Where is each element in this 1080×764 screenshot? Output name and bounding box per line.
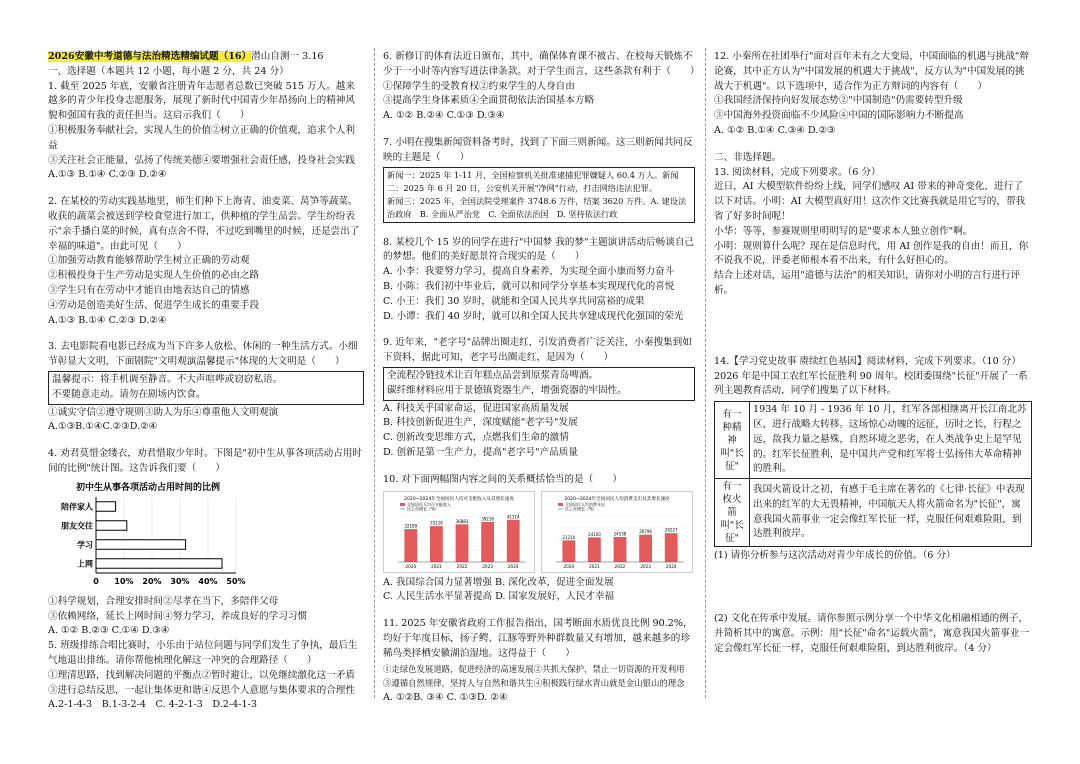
bar (456, 524, 469, 562)
consumption-chart (541, 491, 693, 573)
question-6: 6. 新修订的体育法近日颁布，其中，确保体育课不被占、在校每天锻炼不少于一小时等内容写进法律条款。对于学生而言，这些条款有利于（ ） ①保障学生的受教育权②约束学生的人身自由 ③提高学生身体素质④全面贯彻依法治国基本方略 A. ①② B.②④ C.①③ D.③④ (383, 51, 700, 122)
data-label: 21210 (562, 534, 576, 540)
data-label: 24538 (613, 530, 627, 536)
bar (481, 521, 494, 561)
bar (588, 537, 601, 562)
tick-label: 2021 (431, 563, 442, 569)
data-label: 28227 (664, 527, 678, 533)
data-label: 39218 (481, 515, 494, 521)
activity-time-chart (48, 479, 248, 591)
section-heading: 一、选择题（本题共 12 小题，每小题 2 分，共 24 分） (48, 65, 289, 77)
question-11: 11. 2025 年安徽省政府工作报告指出，国考断面水质优良比例 90.2%，均好于年度目标，扬子鳄、江豚等野外种群数量又有增加，越来越多的珍稀鸟类择栖安徽湖泊湿地。这得益于（ ） ①走绿色发展道路，促进经济的高速发展②共抓大保护，禁止一切资源的开发利用 ③遵循自然规律，坚持人与自然和谐共生④积极践行绿水青山就是金山银山的理念 A. ①②B. ③④ C. ①③D. ②④ (383, 618, 693, 704)
table-row: 有一种精神叫"长征" 1934 年 10 月 - 1936 年 10 月，红军各部相继离开长江南北苏区，进行战略大转移。这场惊心动魄的远征，历时之长，行程之远，敌我力量之悬殊，自然环境之恶劣，在人类战争史上是罕见的。红军长征胜利，是中国共产党和红军将士弘扬伟大革命精神的胜利。 (715, 402, 1032, 479)
bar (507, 519, 520, 561)
tick-label: 2020 (563, 563, 575, 569)
category-label: 朋友交往 (61, 521, 93, 531)
tick-label: 2023 (640, 563, 651, 569)
tick-label: 20% (142, 576, 162, 586)
question-2: 2. 在某校的劳动实践基地里，师生们种下上海青、油麦菜、莴笋等蔬菜。收获的蔬菜会被送到学校食堂进行加工，供种植的学生品尝。学生纷纷表示"亲手播白菜的时候，真有点舍不得，不过吃到嘴里的时候，还是尝出了幸福的味道"。由此可见（ ） ①加强劳动教育能够帮助学生树立正确的劳动观 ②积极投身于生产劳动是实现人生价值的必由之路 ③学生只有在劳动中才能自由地表达自己的情感 ④劳动是创造美好生活、促进学生成长的重要手段 A.①③ B.①④ C.②③ D.②④ (48, 196, 360, 326)
tick-label: 2022 (614, 563, 626, 569)
question-12: 12. 小秦所在社团举行"面对百年未有之大变局，中国面临的机遇与挑战"辩论赛，其中正方认为"中国发展的机遇大于挑战"，反方认为"中国发展的挑战大于机遇"。以下选项中，适合作为正方辩词的内容有（ ） ①我国经济保持向好发展态势②"中国制造"仍需要转型升级 ③中国海外投资面临不少风险④中国的国际影响力不断提高 A. ①② B.①④ C.③④ D.②③ (714, 51, 1029, 136)
question-9: 9. 近年来，"老字号"品牌出圈走红，引发消费者广泛关注，小秦搜集到如下资料，据此可知，老字号出圈走红，是因为（ ） 全流程冷链技术让百年糕点品尝到原浆青岛啤酒。 碳纤维材料应用于景德镇瓷器生产，增强瓷器的牢固性。 A. 科技关乎国家命运，促进国家高质量发展 B. 科技创新促进生产，深度赋能"老字号"发展 C. 创新改变思维方式，点燃我们生命的激情 D. 创新是第一生产力，提高"老字号"产品质量 (383, 336, 695, 460)
question-13: 13. 阅读材料，完成下列要求。（6 分） 近日，AI 大模型软件纷纷上线，同学们感叹 AI 带来的神奇变化，进行了以下对话。小明：AI 大模型真好用！这次作文比赛我就是用它写的，帮我省了好多时间呢！ 小华：等等，参赛规则里明明写的是"要求本人独立创作"啊。 小明：规则算什么呢？现在是信息时代，用 AI 创作是我的自由！而且，你不说我不说，评委老师根本看不出来，有什么好担心的。 结合上述对话，运用"道德与法治"的相关知识，请你对小明的言行进行评析。 (714, 166, 1029, 296)
legend-swatch (558, 503, 563, 506)
data-label: 41314 (506, 513, 520, 519)
tick-label: 0 (93, 576, 99, 586)
legend-label: 比上年增长（%） (565, 506, 597, 512)
reminder-box: 温馨提示：将手机调至静音。不大声喧哗或窃窃私语。 不要随意走动。请勿在剧场内饮食。 (48, 371, 364, 405)
section-heading: 二、非选择题。 (714, 151, 782, 163)
tick-label: 50% (226, 576, 246, 586)
question-5: 5. 班级排练合唱比赛时，小乐由于站位问题与同学们发生了争执，最后生气地退出排练。请你帮他梳理化解这一冲突的合理路径（ ） ①理清思路，找到解决问题的平衡点②暂时避让，以免继续激化这一矛盾 ③进行总结反思，一起让集体更和谐④反思个人意愿与集体要求的合理性 A.2-1-4-3 B.1-3-2-4 C. 4-2-1-3 D.2-4-1-3 (48, 640, 358, 711)
column-2 (383, 50, 700, 706)
question-3: 3. 去电影院看电影已经成为当下许多人放松、休闲的一种生活方式。小细节彰显大文明，下面剧院"文明观演温馨提示"体现的大文明是（ ） 温馨提示：将手机调至静音。不大声喧哗或窃窃私语。 不要随意走动。请勿在剧场内饮食。 ①诚实守信②遵守规则③助人为乐④尊重他人文明观演 A.①③B.①④C.②③D.②④ (48, 340, 364, 435)
data-label: 24100 (588, 531, 601, 537)
data-label: 35128 (430, 520, 443, 526)
news-box: 新闻一：2025 年 1-11 月，全国检察机关批准逮捕犯罪嫌疑人 60.4 万人。新闻二：2025 年 6 月 20 日，公安机关开展"净网"行动，打击网络违法犯罪。 新闻三：2025 年，全国法院受理案件 3748.6 万件，结案 3620 万件。A. 建设法治政府 B. 全面从严治党 C. 全面依法治国 D. 坚持依法行政 (383, 167, 695, 223)
data-label: 26796 (639, 528, 652, 534)
bar (404, 529, 417, 562)
bar (96, 539, 186, 549)
tick-label: 40% (198, 576, 218, 586)
table-row: 有一枚火箭叫"长征" 我国火箭设计之初，有感于毛主席在著名的《七律·长征》中表现出来的红军的大无畏精神，中国航天人将火箭命名为"长征"，寓意我国火箭事业一定会像红军长征一样，克服任何艰难险阻，到达胜利彼岸。 (715, 479, 1032, 547)
legend-swatch (400, 503, 405, 506)
tick-label: 2022 (456, 563, 468, 569)
income-chart (383, 491, 535, 573)
chart-title: 初中生从事各项活动占用时间的比例 (75, 482, 221, 493)
question-8: 8. 某校几个 15 岁的同学在进行"中国梦 我的梦"主题演讲活动后畅谈自己的梦想。他们的美好愿景符合现实的是（ ） A. 小李：我要努力学习，提高自身素养，为实现全面小康而努力奋斗 B. 小陈：我们初中毕业后，就可以和同学分享基本实现现代化的喜悦 C. 小王：我们 30 岁时，就能和全国人民共享共同富裕的成果 D. 小谭：我们 40 岁时，就可以和全国人民共享建成现代化强国的荣光 (383, 236, 695, 322)
question-7: 7. 小明在搜集新闻资料备考时，找到了下面三则新闻。这三则新闻共同反映的主题是（ ） 新闻一：2025 年 1-11 月，全国检察机关批准逮捕犯罪嫌疑人 60.4 万人。新闻二：2025 年 6 月 20 日，公安机关开展"净网"行动，打击网络违法犯罪。 新闻三：2025 年，全国法院受理案件 3748.6 万件，结案 3620 万件。A. 建设法治政府 B. 全面从严治党 C. 全面依法治国 D. 坚持依法行政 (383, 136, 695, 223)
bar (430, 526, 443, 562)
bar (562, 540, 575, 562)
bar (96, 558, 222, 568)
data-label: 32189 (404, 523, 418, 529)
chart-title: 2020~2024年全国居民人均可支配收入及其增长速度 (404, 496, 514, 502)
question-1: 1. 截至 2025 年底，安徽省注册青年志愿者总数已突破 515 万人。越来越多的青少年投身志愿服务，展现了新时代中国青少年昂扬向上的精神风貌和强国有我的责任担当。这启示我们（ ） ①积极服务奉献社会，实现人生的价值②树立正确的价值观，追求个人利益 ③关注社会正能量，弘扬了传统美德④要增强社会责任感，投身社会实践 A.①③ B.①④ C.②③ D.②④ (48, 80, 355, 181)
exam-title: 2026安徽中考道德与法治精选精编试题（16）潜山自测一 3.16 (48, 51, 324, 62)
chart-title: 2020~2024年全国居民人均消费支出及其增长速度 (564, 496, 670, 502)
category-label: 陪伴家人 (61, 502, 93, 512)
data-label: 36883 (455, 518, 469, 524)
material-box: 全流程冷链技术让百年糕点品尝到原浆青岛啤酒。 碳纤维材料应用于景德镇瓷器生产，增强瓷器的牢固性。 (383, 367, 695, 401)
column-divider (705, 48, 706, 698)
tick-label: 10% (114, 576, 134, 586)
column-1 (48, 50, 364, 713)
column-divider (374, 48, 375, 698)
question-14: 14.【学习党史故事 赓续红色基因】阅读材料，完成下列要求。（10 分） 2026 年是中国工农红军长征胜利 90 周年。校团委围绕"长征"开展了一系列主题教育活动，同学们搜集了以下材料。 有一种精神叫"长征" 1934 年 10 月 - 1936 年 10 月，红军各部相继离开长江南北苏区，进行战略大转移。这场惊心动魄的远征，历时之长，行程之远，敌我力量之悬殊，自然环境之恶劣，在人类战争史上是罕见的。红军长征胜利，是中国共产党和红军将士弘扬伟大革命精神的胜利。 有一枚火箭叫"长征" 我国火箭设计之初，有感于毛主席在著名的《七律·长征》中表现出来的红军的大无畏精神，中国航天人将火箭命名为"长征"，寓意我国火箭事业一定会像红军长征一样，克服任何艰难险阻，到达胜利彼岸。 (1) 请你分析参与这次活动对青少年成长的价值。（6 分） (2) 文化在传承中发展。请你参照示例分享一个中华文化相融相通的例子，并简析其中的寓意。示例：用"长征"命名"运载火箭"，寓意我国火箭事业一定会像红军长征一样，克服任何艰难险阻，到达胜利彼岸。（4 分） (714, 355, 1032, 657)
column-3 (714, 50, 1032, 656)
legend-label: 比上年增长（%） (407, 506, 439, 512)
legend-label: 全国居民人均消费支出 (565, 501, 605, 507)
question-10: 10. 对下面两幅图内容之间的关系概括恰当的是（ ） 2020~2024年全国居民人均可支配收入及其增长速度 全国居民人均可支配收入 比上年增长（%） 32189 2020 35128 2021 36883 2022 39218 2023 41314 2024 2020~2024年全国居民人均消费支出及其增长速度 全国居民人均消费支出 比上年增长（%） 21210 2020 24100 2021 24538 2022 26796 2023 28227 2024 A. 我国综合国力显著增强 B. 深化改革，促进全面发展 C. 人民生活水平显著提高 D. 国家发展好，人民才幸福 (383, 473, 695, 605)
bar (96, 520, 127, 530)
tick-label: 2023 (482, 563, 493, 569)
question-4: 4. 劝君莫惜金缕衣，劝君惜取少年时。下图是"初中生从事各项活动占用时间的比例"统计图。这告诉我们要（ ） 初中生从事各项活动占用时间的比例 0 10% 20% 30% 40% 50% 陪伴家人 朋友交往 学习 上网 ①科学规划，合理安排时间②尽孝在当下，多陪伴父母 ③依赖网络，延长上网时间④努力学习，养成良好的学习习惯 A. ①② B.②③ C.①④ D.③④ (48, 448, 363, 637)
bar (614, 536, 627, 561)
bar (96, 501, 116, 511)
bar (665, 533, 678, 562)
tick-label: 30% (170, 576, 190, 586)
tick-label: 2021 (589, 563, 600, 569)
tick-label: 2020 (405, 563, 417, 569)
legend-label: 全国居民人均可支配收入 (407, 501, 451, 507)
tick-label: 2024 (507, 563, 519, 569)
bar (639, 534, 652, 561)
category-label: 上网 (77, 559, 93, 569)
category-label: 学习 (77, 540, 93, 550)
tick-label: 2024 (665, 563, 677, 569)
long-march-table (714, 401, 1032, 547)
